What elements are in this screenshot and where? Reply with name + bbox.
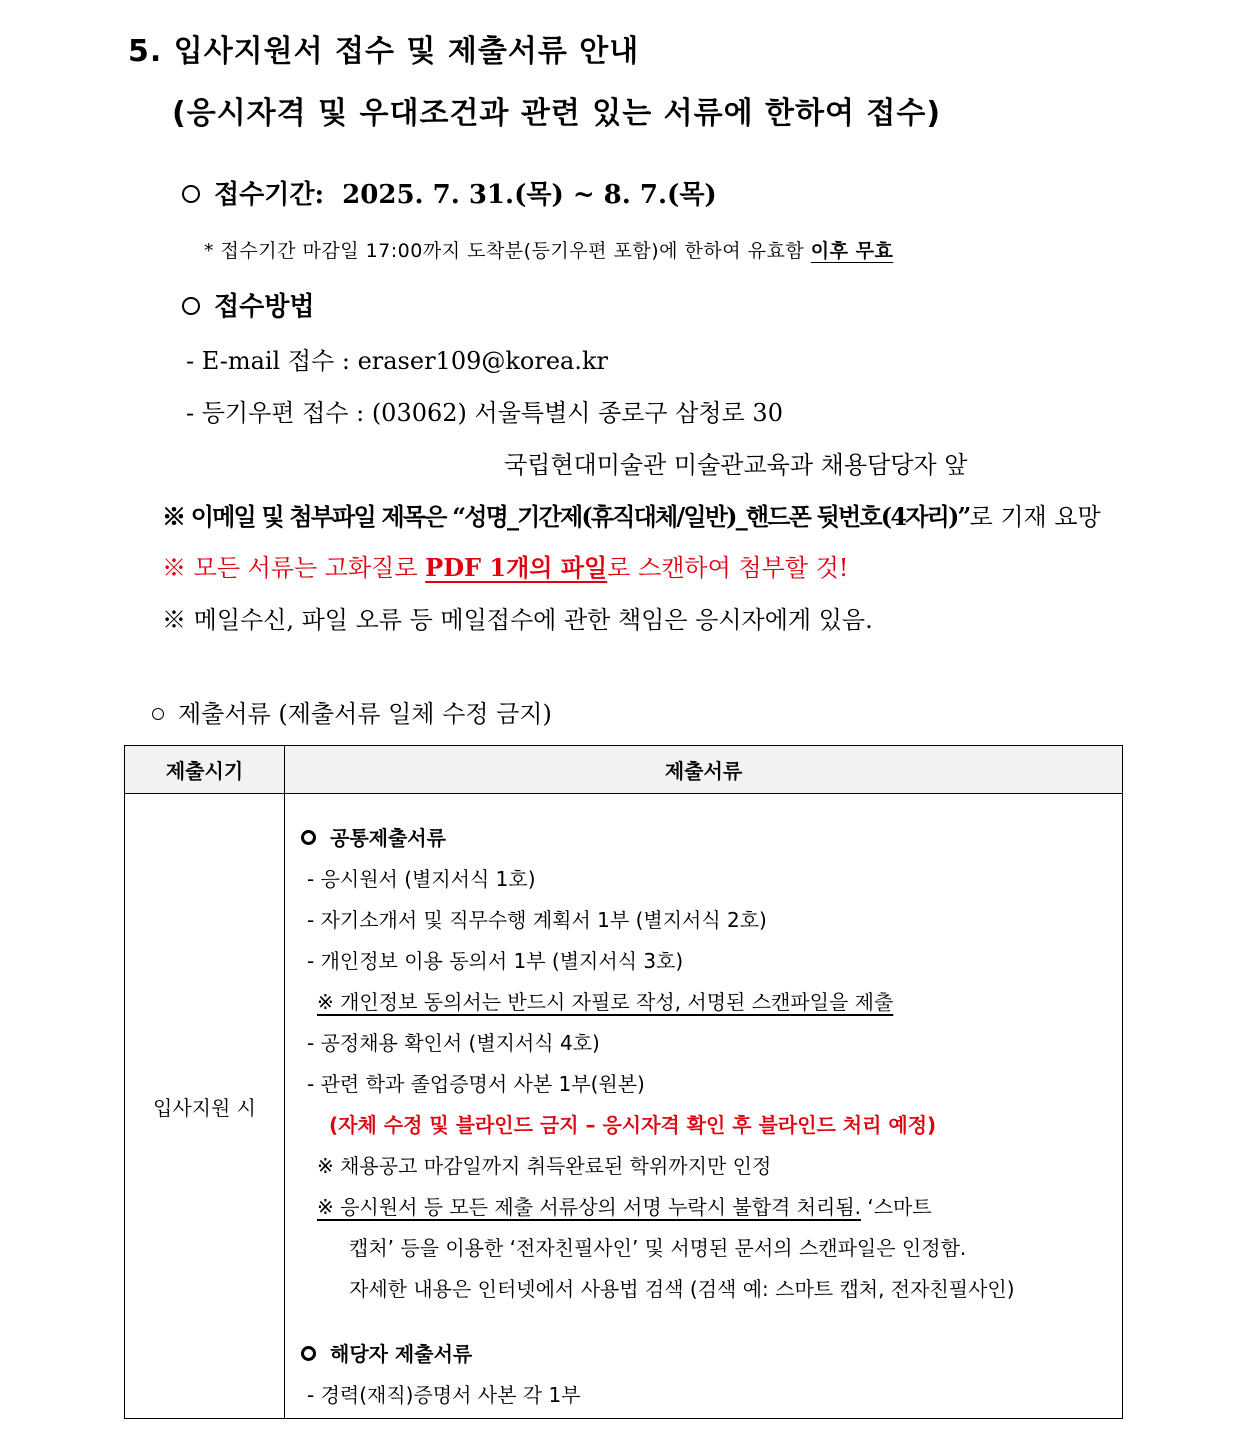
blind-note: (자체 수정 및 블라인드 금지 – 응시자격 확인 후 블라인드 처리 예정) [329, 1113, 937, 1137]
circle-bullet-icon [182, 185, 200, 203]
circle-bullet-icon [301, 1346, 316, 1361]
list-item: - 경력(재직)증명서 사본 각 1부 [307, 1383, 581, 1407]
period-note-text: * 접수기간 마감일 17:00까지 도착분(등기우편 포함)에 한하여 유효함 [204, 240, 805, 262]
notice-email-title [162, 497, 1101, 532]
list-item: - 개인정보 이용 동의서 1부 (별지서식 3호) [307, 949, 684, 973]
method-label: 접수방법 [214, 292, 315, 322]
post-line-2: 국립현대미술관 미술관교육과 채용담당자 앞 [504, 451, 968, 479]
list-item: - 공정채용 확인서 (별지서식 4호) [307, 1031, 600, 1055]
signature-note-rest: ‘스마트 [861, 1195, 932, 1219]
circle-bullet-icon [152, 708, 164, 720]
documents-heading-text: 제출서류 (제출서류 일체 수정 금지) [178, 700, 552, 728]
list-item: - 자기소개서 및 직무수행 계획서 1부 (별지서식 2호) [307, 908, 767, 932]
page-title: 5. 입사지원서 접수 및 제출서류 안내 [128, 34, 640, 69]
list-item: - 관련 학과 졸업증명서 사본 1부(원본) [307, 1072, 645, 1096]
signature-note [317, 1191, 932, 1220]
circle-bullet-icon [301, 830, 316, 845]
post-line-1: - 등기우편 접수 : (03062) 서울특별시 종로구 삼청로 30 [186, 399, 783, 427]
documents-cell [285, 794, 1123, 1419]
documents-heading [152, 694, 552, 729]
method-line [182, 286, 314, 323]
submission-timing: 입사지원 시 [125, 794, 285, 1419]
signature-note-underlined: ※ 응시원서 등 모든 제출 서류상의 서명 누락시 불합격 처리됨. [317, 1195, 862, 1219]
list-item: - 응시원서 (별지서식 1호) [307, 867, 536, 891]
notice-pdf-emphasis: PDF 1개의 파일 [425, 553, 608, 582]
email-line: - E-mail 접수 : eraser109@korea.kr [186, 347, 608, 375]
notice-email-title-bold: ※ 이메일 및 첨부파일 제목은 “성명_기간제(휴직대체/일반)_핸드폰 뒷번호(4자리)” [162, 502, 970, 531]
notice-pdf [162, 548, 848, 583]
period-label: 접수기간: [214, 180, 325, 210]
circle-bullet-icon [182, 297, 200, 315]
degree-note: ※ 채용공고 마감일까지 취득완료된 학위까지만 인정 [317, 1154, 772, 1178]
documents-table [124, 745, 1123, 1419]
common-docs-title [301, 822, 446, 851]
period-line [182, 174, 717, 211]
common-docs-title-text: 공통제출서류 [330, 826, 446, 850]
period-note-emphasis: 이후 무효 [810, 240, 894, 262]
consent-note: ※ 개인정보 동의서는 반드시 자필로 작성, 서명된 스캔파일을 제출 [317, 990, 894, 1014]
extra-docs-title [301, 1338, 472, 1367]
period-value: 2025. 7. 31.(목) ~ 8. 7.(목) [342, 180, 717, 210]
page-subtitle: (응시자격 및 우대조건과 관련 있는 서류에 한하여 접수) [172, 96, 942, 131]
signature-note-line-2: 캡처’ 등을 이용한 ‘전자친필사인’ 및 서명된 문서의 스캔파일은 인정함. [349, 1236, 967, 1260]
notice-pdf-pre: ※ 모든 서류는 고화질로 [162, 554, 426, 582]
extra-docs-title-text: 해당자 제출서류 [330, 1342, 473, 1366]
column-header-documents: 제출서류 [285, 746, 1123, 794]
signature-note-line-3: 자세한 내용은 인터넷에서 사용법 검색 (검색 예: 스마트 캡처, 전자친필사인) [349, 1277, 1015, 1301]
notice-responsibility: ※ 메일수신, 파일 오류 등 메일접수에 관한 책임은 응시자에게 있음. [162, 606, 873, 634]
notice-pdf-post: 로 스캔하여 첨부할 것! [607, 554, 849, 582]
period-note [204, 236, 893, 263]
notice-email-title-rest: 로 기재 요망 [969, 503, 1101, 531]
table-header-row [125, 746, 1123, 794]
table-row [125, 794, 1123, 1419]
column-header-when: 제출시기 [125, 746, 285, 794]
